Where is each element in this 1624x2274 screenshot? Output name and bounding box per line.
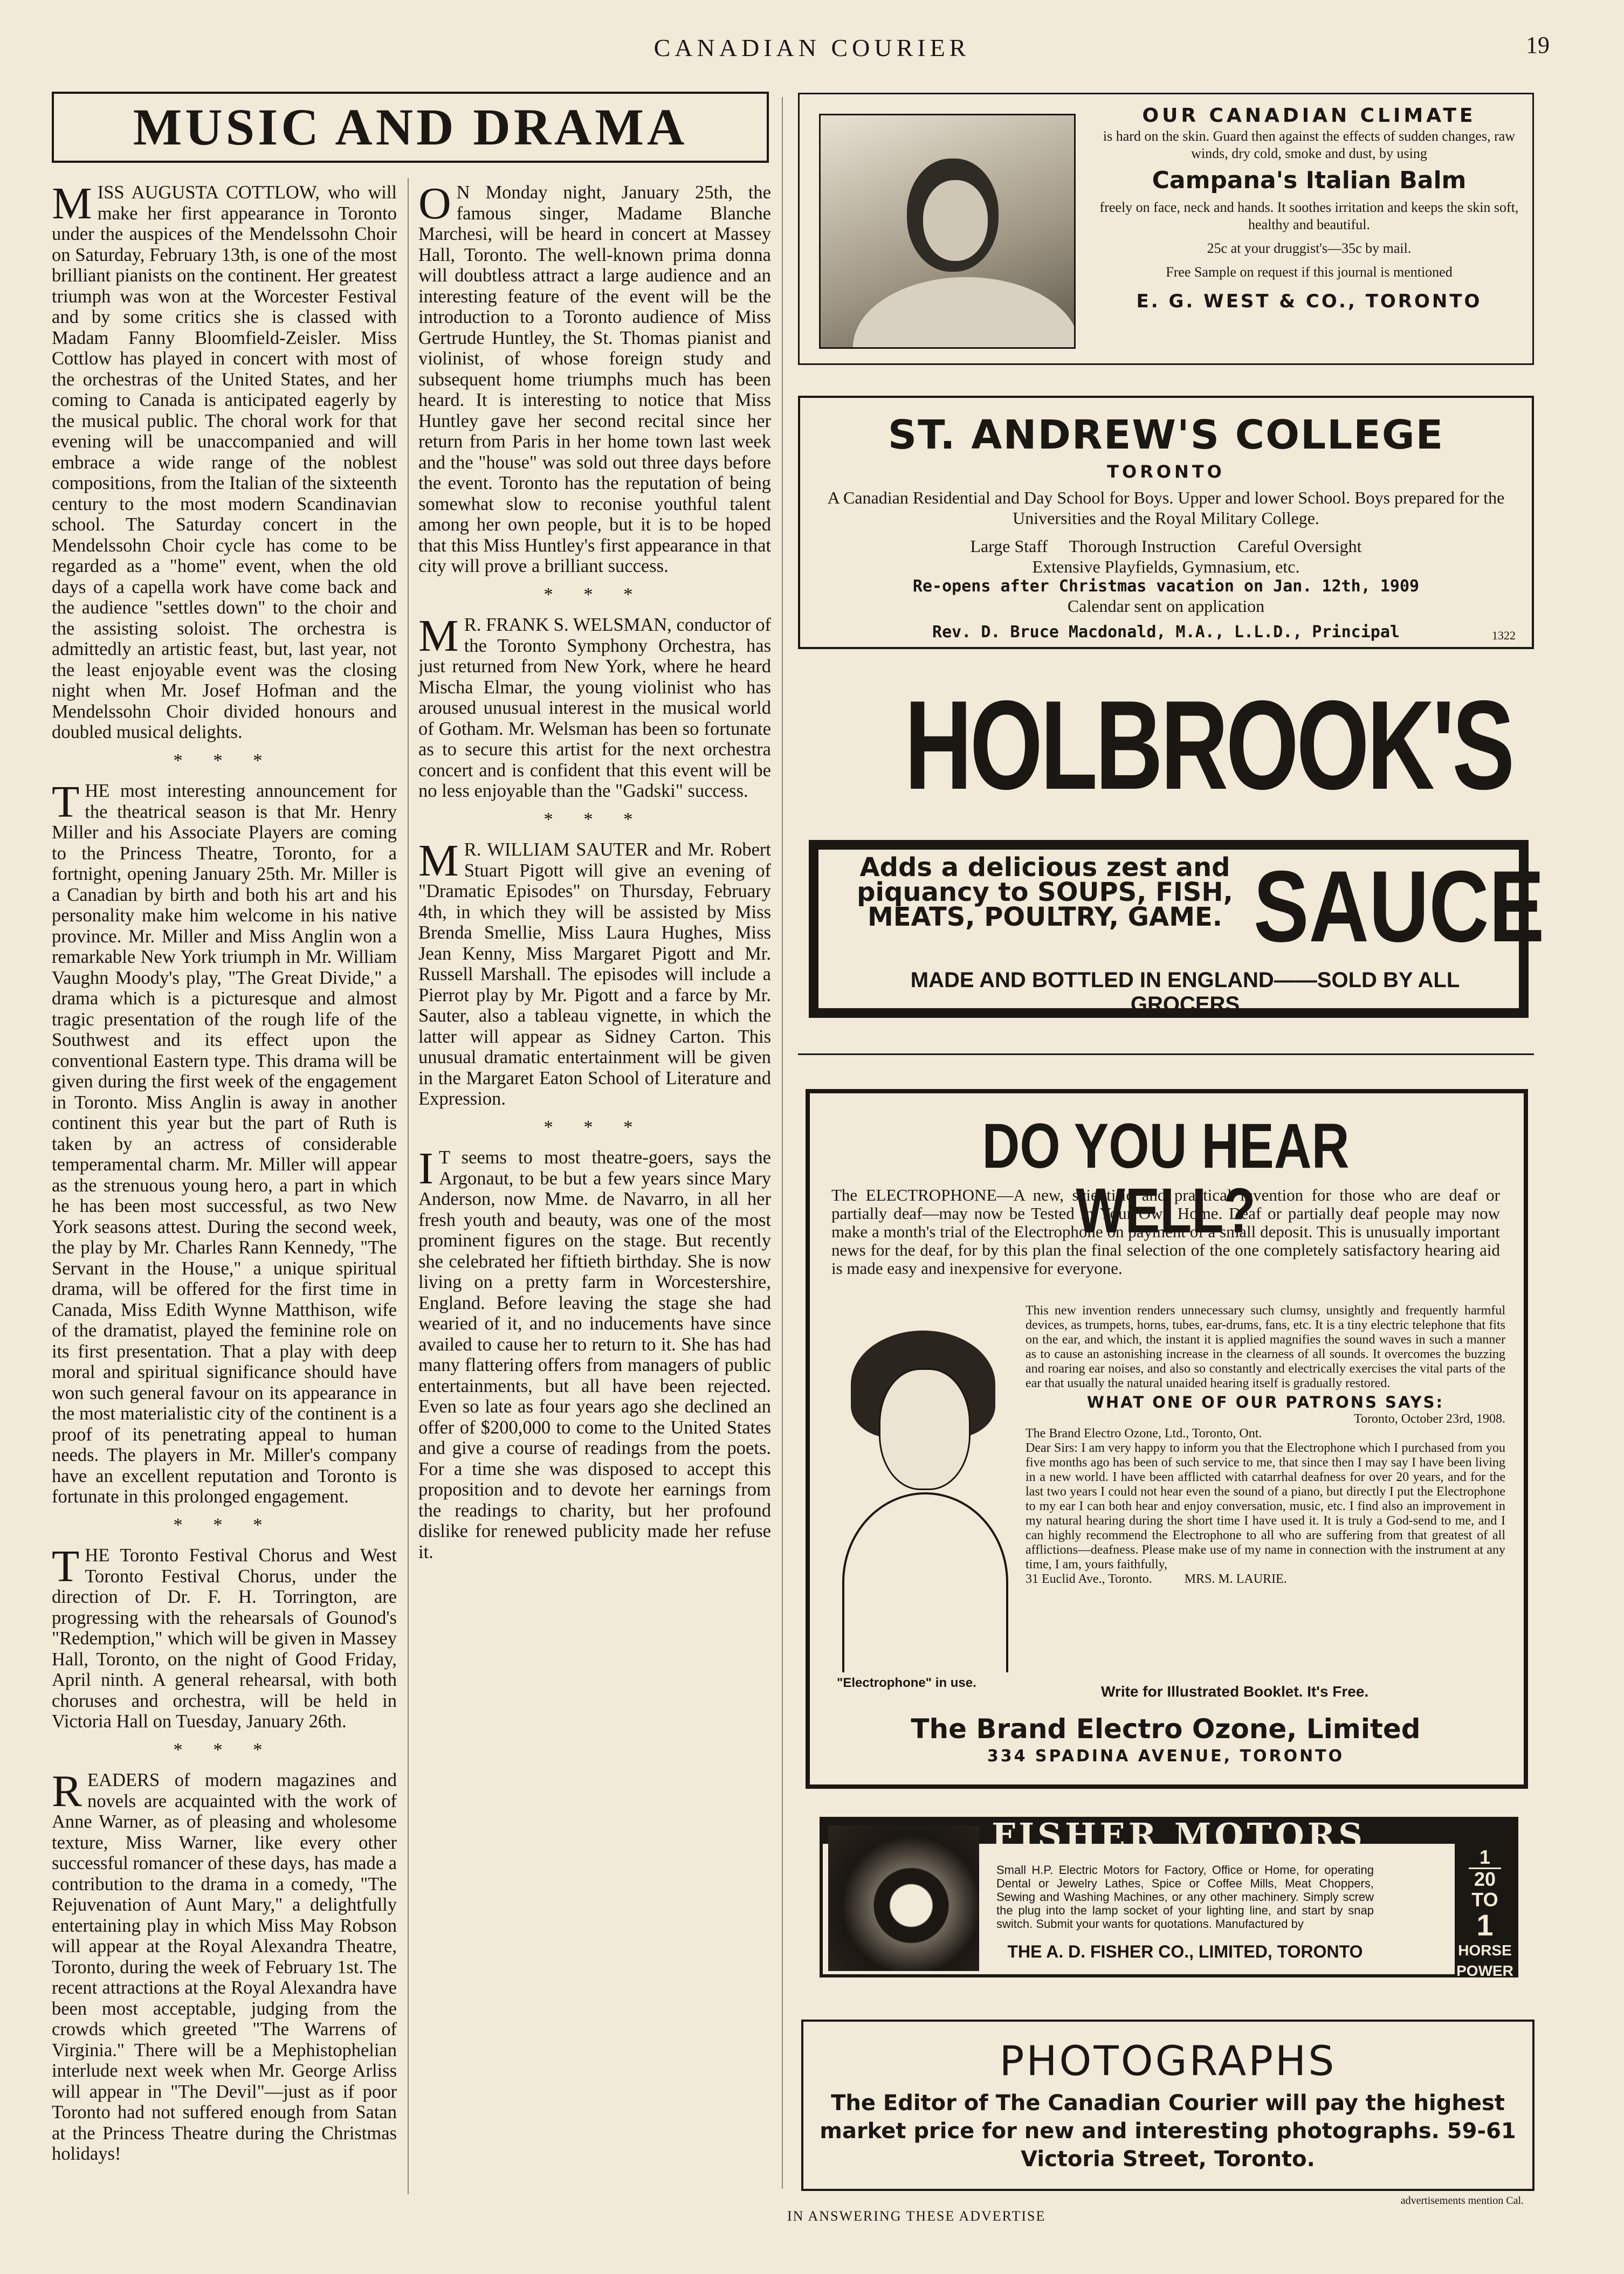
ad-description: A Canadian Residential and Day School for Boys. Upper and lower School. Boys prepared for the Universities and the Royal Military College. bbox=[827, 488, 1505, 528]
page-number: 19 bbox=[1526, 32, 1550, 58]
ad-headline: FISHER MOTORS bbox=[992, 1816, 1366, 1855]
article-text: R. WILLIAM SAUTER and Mr. Robert Stuart Pigott will give an evening of "Dramatic Episodes" on Thursday, February 4th, in which they will be assisted by Miss Brenda Smellie, Miss Laura Hughes, Miss Jean Kenny, Miss Margaret Pigott and Mr. Russell Marshall. The episodes will include a Pierrot play by Mr. Pigott and a farce by Mr. Sauter, also a tableau vignette, in which the latter will appear as Sidney Carton. This unusual dramatic entertainment will be given in the Margaret Eaton School of Literature and Expression. bbox=[418, 839, 771, 1109]
motor-icon bbox=[828, 1825, 979, 1971]
hp-line: TO bbox=[1471, 1889, 1498, 1911]
article-text: ISS AUGUSTA COTTLOW, who will make her first appearance in Toronto under the auspices of the Mendelssohn Choir on Saturday, February 13th, is one of the most brilliant pianists on the continent. Her greatest triumph was won at the Worcester Festival and by some critics she is classed with Madam Fanny Bloomfield-Zeisler. Miss Cottlow has played in concert with most of the orchestras of the United States, and her coming to Canada is anticipated eagerly by the musical public. The choral work for that evening will be unaccompanied and will embrace a wide range of the noblest compositions, from the Italian of the sixteenth century to the most modern Scandinavian school. The Saturday concert in the Mendelssohn Choir cycle has come to be regarded as a "home" event, when the old days of a capella work have come back and the audience "settles down" to the choir and the assisting soloist. The orchestra is admittedly an artistic feast, but, last year, not the least enjoyable event was the closing night when Mr. Josef Hofman and the Mendelssohn Choir divided honours and doubled musical delights. bbox=[52, 182, 397, 742]
article-sauter bbox=[418, 836, 771, 1110]
footer-text: IN ANSWERING THESE ADVERTISE bbox=[787, 2208, 1046, 2224]
ad-product: Campana's Italian Balm bbox=[1152, 167, 1467, 194]
article-text: EADERS of modern magazines and novels are acquainted with the work of Anne Warner, as of pleasing and wholesome texture, Miss Warner, like every other successful romancer of these days, has made a contribution to the drama in a comedy, "The Rejuvenation of Aunt Mary," a delightfully entertaining play in which Miss May Robson will appear at the Royal Alexandra Theatre, Toronto, during the week of February 1st. The recent attractions at the Royal Alexandra have been most acceptable, judging from the crowds which greeted "The Warrens of Virginia." There will be a Mephistophelian interlude next week when Mr. George Arliss will appear in "The Devil"—just as if poor Toronto had not suffered enough from Satan at the Princess Theatre during the Christmas holidays! bbox=[52, 1770, 397, 2164]
ad-fields: Extensive Playfields, Gymnasium, etc. bbox=[1032, 557, 1300, 576]
ad-text: The Editor of The Canadian Courier will pay the highest market price for new and interesting photographs. 59-61 Victoria Street, Toronto. bbox=[820, 2091, 1516, 2172]
hp-line: 1 bbox=[1479, 1846, 1491, 1868]
illustration-face bbox=[879, 1368, 971, 1490]
article-chorus bbox=[52, 1541, 397, 1732]
ad-booklet: Write for Illustrated Booklet. It's Free. bbox=[1101, 1683, 1369, 1700]
ad-letter-signoff: 31 Euclid Ave., Toronto. MRS. M. LAURIE. bbox=[1026, 1572, 1287, 1586]
separator: * * * bbox=[543, 809, 646, 830]
drop-cap: T bbox=[52, 1541, 80, 1591]
running-head: CANADIAN COURIER bbox=[653, 34, 971, 61]
ad-letter: Dear Sirs: I am very happy to inform you that the Electrophone which I purchased from you five months ago has been of such service to me, that since then I may say I have been living in a new world. I have been afflicted with catarrhal deafness for over 20 years, and for the last two years I could not hear even the sound of a piano, but directly I put the Electrophone to my ear I can both hear and enjoy conversation, music, etc. I find also an improvement in my natural hearing during the short time I have used it. It is truly a God-send to me, and I can highly recommend the Electrophone to all who are suffering from that greatest of all afflictions—deafness. Please make use of my name in connection with the instrument at any time, I am, yours faithfully, bbox=[1026, 1441, 1505, 1572]
woman-portrait-image bbox=[819, 114, 1076, 349]
hp-line: 1 bbox=[1476, 1908, 1494, 1942]
column-right bbox=[418, 178, 771, 1562]
ad-price: 25c at your druggist's—35c by mail. bbox=[1207, 240, 1412, 256]
ad-note: advertisements mention Cal. bbox=[1400, 2195, 1524, 2207]
ad-sauce-word: SAUCE bbox=[1253, 850, 1545, 963]
article-text: N Monday night, January 25th, the famous singer, Madame Blanche Marchesi, will be heard in concert at Massey Hall, Toronto. The well-known prima donna will doubtless attract a large audience and an interesting feature of the event will be the introduction to a Toronto audience of Miss Gertrude Huntley, the St. Thomas pianist and violinist, of whose foreign study and subsequent home triumphs much has been heard. It is interesting to notice that Miss Huntley gave her second recital since her return from Paris in her home town last week and the "house" was sold out three days before the event. Toronto has the reputation of being somewhat slow to reconise youthful talent among her own people, but it is to be hoped that this Miss Huntley's first appearance in that city will prove a brilliant success. bbox=[418, 182, 771, 576]
divider bbox=[798, 1053, 1534, 1055]
ad-made-in: MADE AND BOTTLED IN ENGLAND——SOLD BY ALL GROCERS bbox=[910, 968, 1460, 1016]
column-rule bbox=[408, 178, 409, 2194]
hp-line: 20 bbox=[1469, 1868, 1501, 1890]
drop-cap: M bbox=[52, 178, 92, 229]
ad-firm: E. G. WEST & CO., TORONTO bbox=[1136, 291, 1482, 312]
woman-illustration-image bbox=[831, 1331, 1009, 1681]
ad-st-andrews-college bbox=[798, 396, 1534, 649]
illustration-body bbox=[842, 1492, 1008, 1672]
ad-line: freely on face, neck and hands. It soothes irritation and keeps the skin soft, healthy and beautiful. bbox=[1099, 199, 1519, 232]
article-marchesi bbox=[418, 178, 771, 577]
portrait-shoulder bbox=[853, 277, 1076, 349]
drop-cap: R bbox=[52, 1766, 82, 1816]
article-text: R. FRANK S. WELSMAN, conductor of the Toronto Symphony Orchestra, has just returned from New York, where he heard Mischa Elmar, the young violinist who has aroused unusual interest in the musical world of Gotham. Mr. Welsman has been so fortunate as to secure this artist for the next orchestra concert and is confident that this event will be no less enjoyable than the "Gadski" success. bbox=[418, 615, 771, 801]
drop-cap: O bbox=[418, 178, 451, 229]
ad-code: 1322 bbox=[1492, 629, 1516, 642]
ad-headline: DO YOU HEAR WELL? bbox=[982, 1111, 1350, 1246]
drop-cap: T bbox=[52, 777, 80, 827]
separator: * * * bbox=[173, 1739, 276, 1760]
separator: * * * bbox=[543, 1117, 646, 1138]
article-text: T seems to most theatre-goers, says the Argonaut, to be but a few years since Mary Anderson, now Mme. de Navarro, in all her fresh youth and beauty, was one of the most prominent figures on the stage. But recently she celebrated her fiftieth birthday. She is now living on a pretty farm in Worcestershire, England. Before leaving the stage she had wearied of it, and no inducements have since availed to cause her to return to it. She has had many flattering offers from managers of public entertainments, but all have been rejected. Even so late as four years ago she declined an offer of $200,000 to come to the United States and give a course of readings from the poets. For a time she was disposed to accept this proposition and to devote her earnings from the readings to charity, but her profound dislike for renewed publicity made her refuse it. bbox=[418, 1147, 771, 1562]
ad-text: Small H.P. Electric Motors for Factory, Office or Home, for operating Dental or Jewelry Lathes, Spice or Coffee Mills, Meat Choppers, Sewing and Washing Machines, or any other machinery. Simply screw the plug into the lamp socket of your lighting line, and start by snap switch. Submit your wants for quotations. Manufactured by bbox=[996, 1863, 1374, 1931]
ad-principal: Rev. D. Bruce Macdonald, M.A., L.L.D., Principal bbox=[932, 623, 1400, 642]
ad-body-text: This new invention renders unnecessary such clumsy, unsightly and frequently harmful devices, as trumpets, horns, tubes, ear-drums, fans, etc. It is a tiny electric telephone that fits on the ear, and which, the instant it is applied magnifies the sound waves in such a manner as to cause an astonishing increase in the clearness of all sounds. It overcomes the buzzing and roaring ear noises, and also so constantly and electrically exercises the vital parts of the ear that usually the natural unaided hearing itself is gradually restored. bbox=[1026, 1304, 1505, 1390]
ad-photographs bbox=[801, 2020, 1534, 2207]
hp-line: HORSE bbox=[1458, 1942, 1512, 1959]
article-text: HE Toronto Festival Chorus and West Toronto Festival Chorus, under the direction of Dr. F. H. Torrington, are progressing with the rehearsals of Gounod's "Redemption," which will be given in Massey Hall, Toronto, on the night of Good Friday, April ninth. A general rehearsal, with both choruses and orchestra, will be held in Victoria Hall on Tuesday, January 26th. bbox=[52, 1545, 397, 1732]
ad-firm: THE A. D. FISHER CO., LIMITED, TORONTO bbox=[1007, 1942, 1363, 1961]
article-warner bbox=[52, 1766, 397, 2165]
separator: * * * bbox=[173, 1514, 276, 1535]
column-rule-right bbox=[782, 97, 783, 2189]
section-title: MUSIC AND DRAMA bbox=[52, 92, 769, 163]
ad-electrophone bbox=[806, 1089, 1528, 1789]
ad-fisher-motors bbox=[820, 1817, 1518, 1977]
drop-cap: M bbox=[418, 836, 459, 886]
ad-tagline: Adds a delicious zest and piquancy to SOUPS, FISH, MEATS, POULTRY, GAME. bbox=[857, 852, 1233, 932]
drop-cap: I bbox=[418, 1143, 433, 1194]
ad-firm: The Brand Electro Ozone, Limited bbox=[911, 1713, 1421, 1745]
article-cottlow bbox=[52, 178, 397, 743]
ad-address: 334 SPADINA AVENUE, TORONTO bbox=[987, 1747, 1345, 1766]
ad-headline: ST. ANDREW'S COLLEGE bbox=[887, 412, 1444, 458]
ad-intro: The ELECTROPHONE—A new, scientific and practical invention for those who are deaf or partially deaf—may now be Tested in Your Own Home. Deaf or partially deaf people may now make a month's trial of the Electrophone on payment of a small deposit. This is unusually important news for the deaf, for by this plan the final selection of the one completely satisfactory hearing aid is made easy and inexpensive for everyone. bbox=[831, 1186, 1500, 1278]
article-welsman bbox=[418, 611, 771, 802]
ad-holbrooks-brand: HOLBROOK'S bbox=[904, 674, 1512, 816]
ad-text bbox=[1096, 107, 1522, 310]
ad-line: is hard on the skin. Guard then against the effects of sudden changes, raw winds, dry cold, smoke and dust, by using bbox=[1103, 128, 1516, 161]
ad-staff: Large Staff Thorough Instruction Careful Oversight bbox=[970, 536, 1362, 556]
separator: * * * bbox=[543, 584, 646, 605]
horsepower-panel bbox=[1455, 1820, 1515, 1979]
article-text: HE most interesting announcement for the theatrical season is that Mr. Henry Miller and his Associate Players are coming to the Princess Theatre, Toronto, for a fortnight, opening January 25th. Mr. Miller is a Canadian by birth and both his art and his personality make him welcome in his native province. Mr. Miller and Miss Anglin won a remarkable New York triumph in Mr. William Vaughn Moody's play, "The Great Divide," a drama which is a picturesque and almost tragic presentation of the rough life of the Southwest and its effect upon the conventional Eastern type. This drama will be given during the first week of the engagement in Toronto. Miss Anglin is away in another continent this year but the part of Ruth is taken by an actress of considerable temperamental charm. Mr. Miller will appear as the strenuous young hero, a part in which he has been most successful, as two New York seasons attest. During the second week, the play by Mr. Charles Rann Kennedy, "The Servant in the House," a unique spiritual drama, will be offered for the first time in Canada, Miss Edith Wynne Matthison, wife of the dramatist, played the feminine role on its first presentation. That a play with deep moral and spiritual significance should have won such general favour on its appearance in the most materialistic city of the continent is a proof of its penetrating appeal to human needs. The players in Mr. Miller's company have an excellent reputation and Toronto is fortunate in this prolonged engagement. bbox=[52, 781, 397, 1507]
ad-reopen: Re-opens after Christmas vacation on Jan. 12th, 1909 bbox=[912, 577, 1420, 596]
ad-letter-addressee: The Brand Electro Ozone, Ltd., Toronto, Ont. bbox=[1026, 1427, 1262, 1441]
article-anderson bbox=[418, 1143, 771, 1562]
article-miller bbox=[52, 777, 397, 1507]
ad-letter-date: Toronto, October 23rd, 1908. bbox=[1354, 1412, 1505, 1426]
separator: * * * bbox=[173, 750, 276, 771]
ad-headline: OUR CANADIAN CLIMATE bbox=[1142, 105, 1476, 127]
ad-holbrooks-sauce bbox=[809, 840, 1545, 1018]
ad-sample: Free Sample on request if this journal is mentioned bbox=[1166, 264, 1453, 280]
ad-headline: PHOTOGRAPHS bbox=[999, 2037, 1337, 2085]
drop-cap: M bbox=[418, 611, 459, 661]
column-left bbox=[52, 178, 397, 2165]
ad-city: TORONTO bbox=[1107, 461, 1225, 482]
ad-body bbox=[1026, 1304, 1505, 1587]
hp-line: POWER bbox=[1456, 1962, 1513, 1979]
ad-italian-balm bbox=[798, 93, 1534, 365]
illustration-caption: "Electrophone" in use. bbox=[837, 1676, 976, 1690]
ad-patrons-heading: WHAT ONE OF OUR PATRONS SAYS: bbox=[1086, 1393, 1444, 1411]
portrait-face bbox=[923, 180, 988, 261]
ad-calendar: Calendar sent on application bbox=[1067, 596, 1265, 616]
